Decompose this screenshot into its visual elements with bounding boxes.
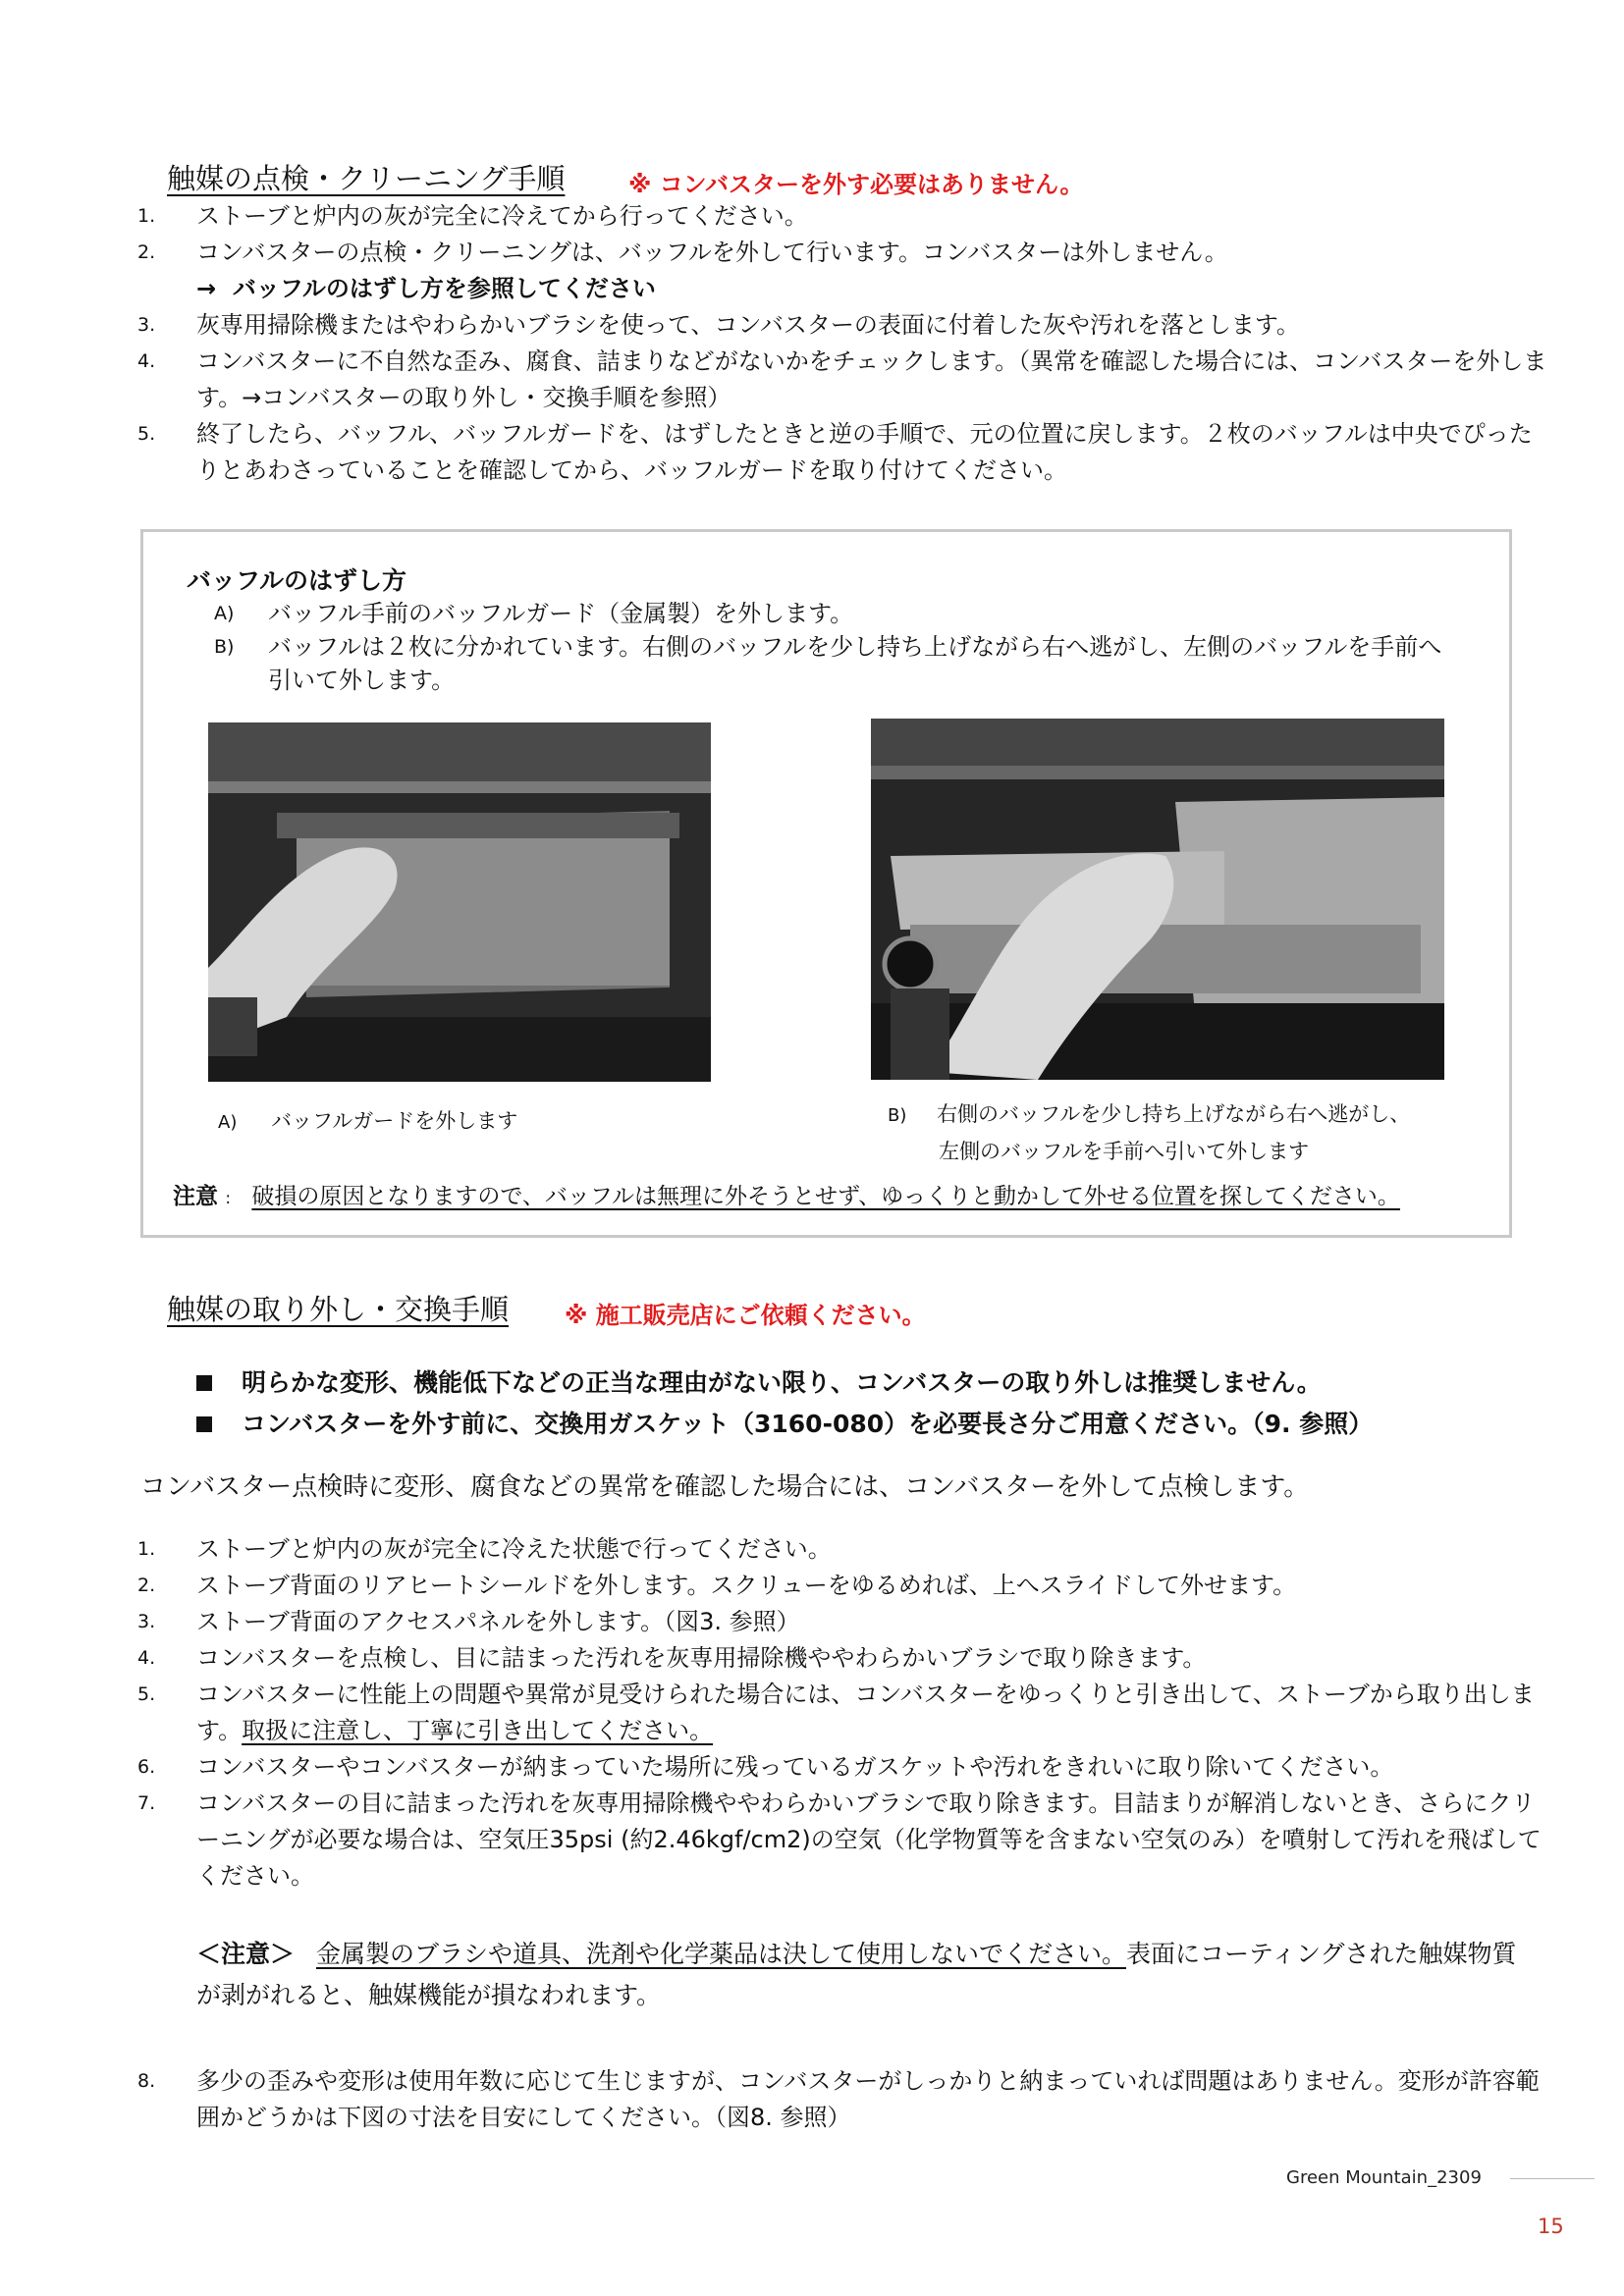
list-item: 1. ストーブと炉内の灰が完全に冷えてから行ってください。	[137, 202, 808, 230]
list-item: B) バッフルは２枚に分かれています。右側のバッフルを少し持ち上げながら右へ逃がし、左側のバッフルを手前へ引いて外します。	[214, 633, 1442, 694]
list-item: 4. コンバスターを点検し、目に詰まった汚れを灰専用掃除機ややわらかいブラシで取り除きます。	[137, 1644, 1207, 1672]
section2-title: 触媒の取り外し・交換手順	[167, 1293, 510, 1326]
square-bullet-icon	[196, 1416, 212, 1432]
section2-caution: ＜注意＞ 金属製のブラシや道具、洗剤や化学薬品は決して使用しないでください。表面にコーティングされた触媒物質が剥がれると、触媒機能が損なわれます。	[196, 1940, 1517, 2009]
section2-note: ※ 施工販売店にご依頼ください。	[565, 1302, 926, 1329]
caption-b: B) 右側のバッフルを少し持ち上げながら右へ逃がし、 左側のバッフルを手前へ引いて外します	[888, 1102, 1411, 1163]
section2-step8	[137, 2063, 1551, 2136]
list-item: 4. コンバスターに不自然な歪み、腐食、詰まりなどがないかをチェックします。（異常を確認した場合には、コンバスターを外します。→コンバスターの取り外し・交換手順を参照）	[137, 347, 1547, 411]
list-item: 明らかな変形、機能低下などの正当な理由がない限り、コンバスターの取り外しは推奨しません。	[196, 1362, 1532, 1404]
page-number: 15	[1538, 2215, 1564, 2238]
list-item: 7. コンバスターの目に詰まった汚れを灰専用掃除機ややわらかいブラシで取り除きます。目詰まりが解消しないとき、さらにクリーニングが必要な場合は、空気圧35psi (約2.46kgf/cm2)の空気（化学物質等を含まない空気のみ）を噴射して汚れを飛ばしてください。	[137, 1789, 1542, 1890]
list-item: 2. ストーブ背面のリアヒートシールドを外します。スクリューをゆるめれば、上へスライドして外せます。	[137, 1572, 1297, 1599]
section1-note: ※ コンバスターを外す必要はありません。	[628, 171, 1084, 198]
list-item: A) バッフル手前のバッフルガード（金属製）を外します。	[214, 600, 854, 627]
section2-steps	[137, 1531, 1551, 1895]
photo-baffle-removal	[871, 719, 1444, 1080]
section2-bullets	[196, 1362, 1532, 1445]
footer-title: Green Mountain_2309	[1286, 2167, 1482, 2188]
list-item: 3. ストーブ背面のアクセスパネルを外します。（図3. 参照）	[137, 1608, 800, 1635]
baffle-removal-box	[140, 529, 1512, 1238]
list-item: 8. 多少の歪みや変形は使用年数に応じて生じますが、コンバスターがしっかりと納まっていれば問題はありません。変形が許容範囲かどうかは下図の寸法を目安にしてください。（図8. 参照）	[137, 2067, 1540, 2131]
photo-baffle-guard-removal	[208, 722, 711, 1082]
square-bullet-icon	[196, 1375, 212, 1391]
box-title: バッフルのはずし方	[187, 566, 407, 595]
list-item: コンバスターを外す前に、交換用ガスケット（3160-080）を必要長さ分ご用意ください。（9. 参照）	[196, 1404, 1532, 1445]
list-item: 5. 終了したら、バッフル、バッフルガードを、はずしたときと逆の手順で、元の位置に戻します。２枚のバッフルは中央でぴったりとあわさっていることを確認してから、バッフルガードを取り付けてください。	[137, 420, 1533, 484]
list-item: → バッフルのはずし方を参照してください	[196, 275, 656, 302]
footer-divider	[1510, 2178, 1595, 2179]
list-item: 3. 灰専用掃除機またはやわらかいブラシを使って、コンバスターの表面に付着した灰や汚れを落とします。	[137, 311, 1300, 339]
box-steps	[214, 597, 1451, 697]
list-item: 2. コンバスターの点検・クリーニングは、バッフルを外して行います。コンバスターは外しません。	[137, 239, 1228, 266]
arrow: →	[196, 275, 217, 302]
box-caution: 注意 : 破損の原因となりますので、バッフルは無理に外そうとせず、ゆっくりと動かして外せる位置を探してください。	[173, 1184, 1400, 1209]
list-item: 1. ストーブと炉内の灰が完全に冷えた状態で行ってください。	[137, 1535, 832, 1563]
section2-intro: コンバスター点検時に変形、腐食などの異常を確認した場合には、コンバスターを外して点検します。	[140, 1472, 1310, 1502]
caption-a: A) バッフルガードを外します	[218, 1109, 518, 1133]
list-item: 6. コンバスターやコンバスターが納まっていた場所に残っているガスケットや汚れをきれいに取り除いてください。	[137, 1753, 1394, 1781]
list-item: 5. コンバスターに性能上の問題や異常が見受けられた場合には、コンバスターをゆっくりと引き出して、ストーブから取り出します。取扱に注意し、丁寧に引き出してください。	[137, 1681, 1535, 1744]
section1-steps	[137, 198, 1551, 489]
section1-title: 触媒の点検・クリーニング手順	[167, 162, 566, 195]
